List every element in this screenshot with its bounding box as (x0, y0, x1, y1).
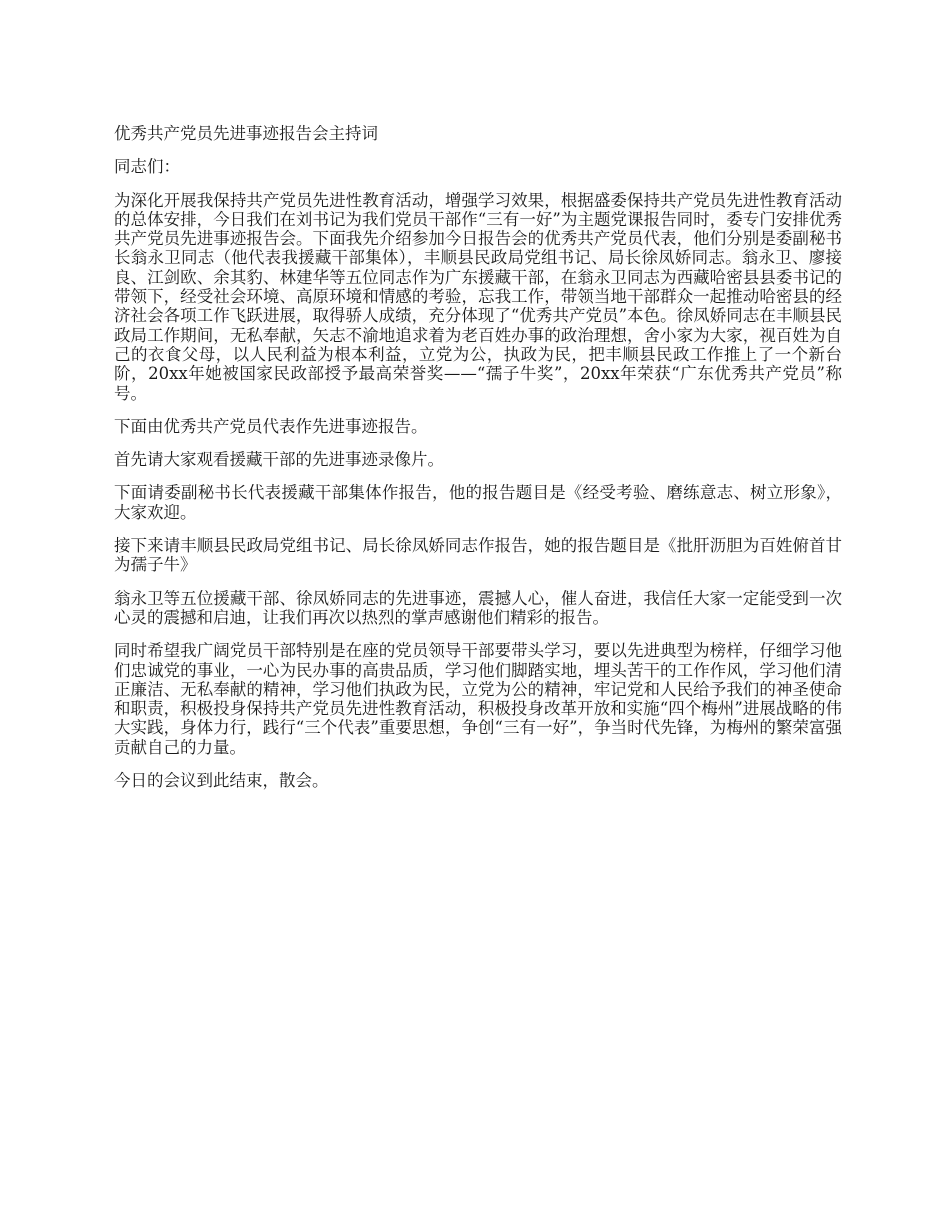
paragraph-closing: 今日的会议到此结束，散会。 (114, 771, 329, 791)
paragraph-first-report: 下面请委副秘书长代表援藏干部集体作报告，他的报告题目是《经受考验、磨练意志、树立形象》，大家欢迎。 (114, 483, 842, 522)
paragraph-video: 首先请大家观看援藏干部的先进事迹录像片。 (114, 450, 444, 470)
paragraph-second-report: 接下来请丰顺县民政局党组书记、局长徐凤娇同志作报告，她的报告题目是《批肝沥胆为百姓俯首甘为孺子牛》 (114, 536, 842, 575)
document-body (114, 124, 842, 804)
paragraph-thanks: 翁永卫等五位援藏干部、徐凤娇同志的先进事迹，震撼人心，催人奋进，我信任大家一定能受到一次心灵的震撼和启迪，让我们再次以热烈的掌声感谢他们精彩的报告。 (114, 588, 842, 627)
paragraph-call-to-learn: 同时希望我广阔党员干部特别是在座的党员领导干部要带头学习，要以先进典型为榜样，仔细学习他们忠诚党的事业，一心为民办事的高贵品质，学习他们脚踏实地，埋头苦干的工作作风，学习他们清正廉洁、无私奉献的精神，学习他们执政为民，立党为公的精神，牢记党和人民给予我们的神圣使命和职责，积极投身保持共产党员先进性教育活动，积极投身改革开放和实施“四个梅州”进展战略的伟大实践，身体力行，践行“三个代表”重要思想，争创“三有一好”，争当时代先锋，为梅州的繁荣富强贡献自己的力量。 (114, 641, 842, 757)
document-title: 优秀共产党员先进事迹报告会主持词 (114, 124, 378, 143)
greeting: 同志们： (114, 157, 180, 177)
paragraph-intro: 为深化开展我保持共产党员先进性教育活动，增强学习效果，根据盛委保持共产党员先进性教育活动的总体安排，今日我们在刘书记为我们党员干部作“三有一好”为主题党课报告同时，委专门安排优秀共产党员先进事迹报告会。下面我先介绍参加今日报告会的优秀共产党员代表，他们分别是委副秘书长翁永卫同志（他代表我援藏干部集体），丰顺县民政局党组书记、局长徐凤娇同志。翁永卫、廖接良、江剑欧、余其豹、林建华等五位同志作为广东援藏干部，在翁永卫同志为西藏哈密县县委书记的带领下，经受社会环境、高原环境和情感的考验，忘我工作，带领当地干部群众一起推动哈密县的经济社会各项工作飞跃进展，取得骄人成绩，充分体现了“优秀共产党员”本色。徐凤娇同志在丰顺县民政局工作期间，无私奉献，矢志不渝地追求着为老百姓办事的政治理想，舍小家为大家，视百姓为自己的衣食父母，以人民利益为根本利益，立党为公，执政为民，把丰顺县民政工作推上了一个新台阶，20xx年她被国家民政部授予最高荣誉奖——“孺子牛奖”，20xx年荣获“广东优秀共产党员”称号。 (114, 190, 842, 403)
paragraph-report-announcement: 下面由优秀共产党员代表作先进事迹报告。 (114, 416, 428, 436)
